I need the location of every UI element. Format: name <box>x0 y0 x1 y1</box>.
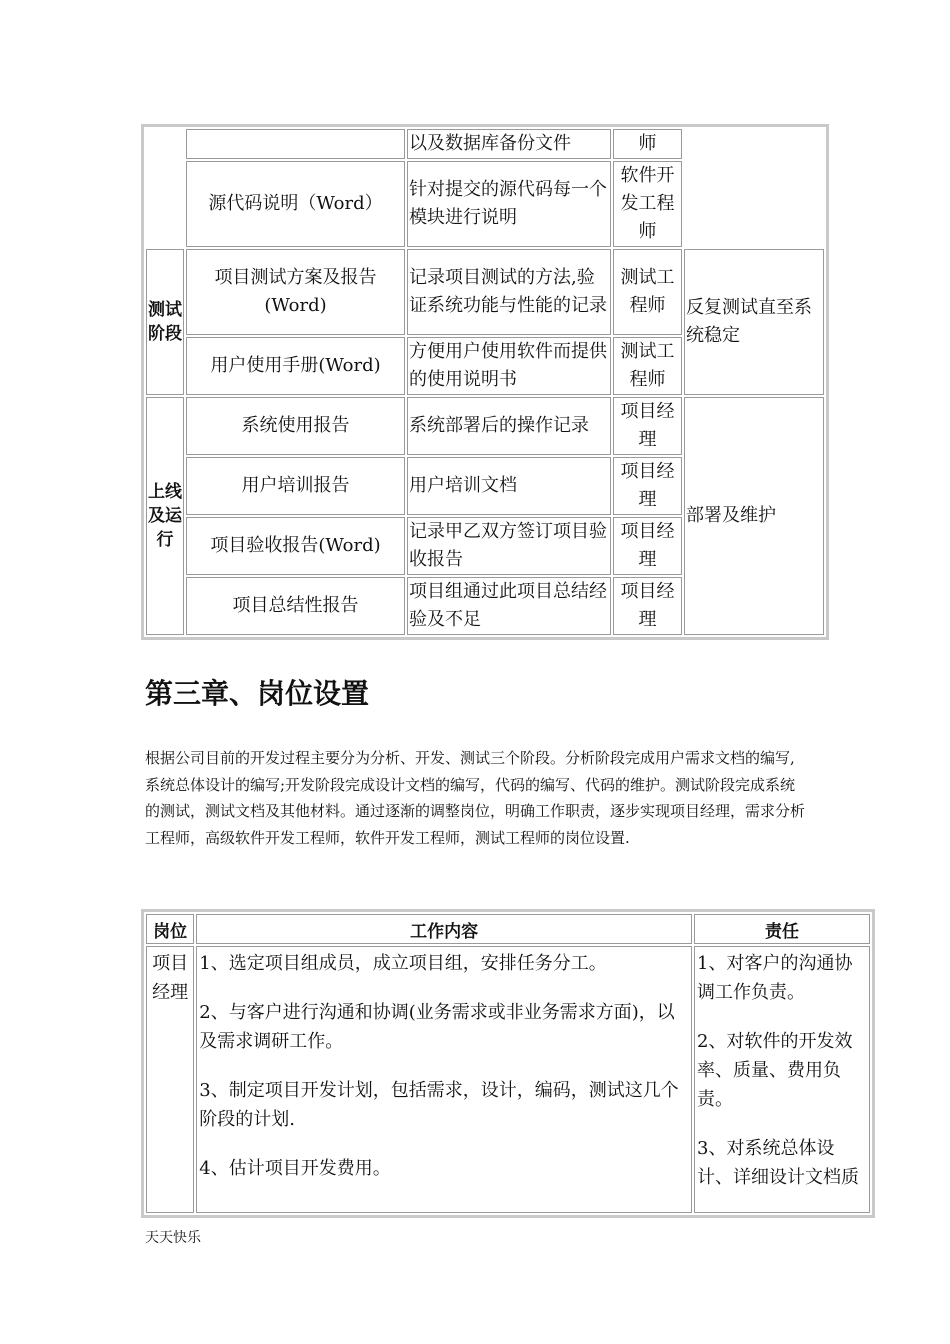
table-row <box>146 946 870 1213</box>
desc-cell: 以及数据库备份文件 <box>407 129 611 159</box>
page-footer: 天天快乐 <box>145 1230 201 1246</box>
duty-cell <box>694 946 870 1213</box>
duty-item: 1、对客户的沟通协调工作负责。 <box>697 953 853 1003</box>
doc-cell: 项目总结性报告 <box>186 577 405 635</box>
doc-cell <box>186 129 405 159</box>
position-cell: 项目经理 <box>146 946 194 1213</box>
stage-cell <box>146 129 184 247</box>
doc-cell: 用户培训报告 <box>186 457 405 515</box>
desc-cell: 用户培训文档 <box>407 457 611 515</box>
table-row <box>146 397 824 455</box>
note-cell <box>684 129 824 247</box>
chapter-paragraph: 根据公司目前的开发过程主要分为分析、开发、测试三个阶段。分析阶段完成用户需求文档的编写,系统总体设计的编写;开发阶段完成设计文档的编写，代码的编写、代码的维护。测试阶段完成系统的测试，测试文档及其他材料。通过逐渐的调整岗位，明确工作职责，逐步实现项目经理，需求分析工程师，高级软件开发工程师，软件开发工程师，测试工程师的岗位设置. <box>145 749 806 847</box>
desc-cell: 项目组通过此项目总结经验及不足 <box>407 577 611 635</box>
work-item: 4、估计项目开发费用。 <box>199 1158 391 1179</box>
work-item: 2、与客户进行沟通和协调(业务需求或非业务需求方面)，以及需求调研工作。 <box>199 1002 675 1052</box>
chapter-title: 第三章、岗位设置 <box>145 677 370 710</box>
desc-cell: 针对提交的源代码每一个模块进行说明 <box>407 161 611 247</box>
desc-cell: 记录甲乙双方签订项目验收报告 <box>407 517 611 575</box>
duty-item: 3、对系统总体设计、详细设计文档质 <box>697 1138 860 1188</box>
deliverables-table <box>141 124 829 640</box>
owner-cell: 项目经理 <box>613 577 682 635</box>
desc-cell: 记录项目测试的方法,验证系统功能与性能的记录 <box>407 249 611 335</box>
owner-cell: 测试工程师 <box>613 337 682 395</box>
note-cell: 部署及维护 <box>684 397 824 635</box>
owner-cell: 师 <box>613 129 682 159</box>
desc-cell: 方便用户使用软件而提供的使用说明书 <box>407 337 611 395</box>
duty-item: 2、对软件的开发效率、质量、费用负责。 <box>697 1031 853 1110</box>
table-row <box>146 129 824 159</box>
owner-cell: 项目经理 <box>613 517 682 575</box>
header-duty: 责任 <box>694 914 870 944</box>
stage-cell-launch: 上线及运行 <box>146 397 184 635</box>
table-row <box>146 249 824 335</box>
doc-cell: 系统使用报告 <box>186 397 405 455</box>
owner-cell: 测试工程师 <box>613 249 682 335</box>
header-work: 工作内容 <box>196 914 692 944</box>
positions-table <box>141 909 875 1218</box>
owner-cell: 软件开发工程师 <box>613 161 682 247</box>
work-cell <box>196 946 692 1213</box>
header-position: 岗位 <box>146 914 194 944</box>
stage-cell-testing: 测试阶段 <box>146 249 184 395</box>
doc-cell: 项目测试方案及报告(Word) <box>186 249 405 335</box>
owner-cell: 项目经理 <box>613 457 682 515</box>
desc-cell: 系统部署后的操作记录 <box>407 397 611 455</box>
owner-cell: 项目经理 <box>613 397 682 455</box>
work-item: 1、选定项目组成员，成立项目组，安排任务分工。 <box>199 953 607 974</box>
work-item: 3、制定项目开发计划，包括需求，设计，编码，测试这几个阶段的计划. <box>199 1080 679 1130</box>
doc-cell: 用户使用手册(Word) <box>186 337 405 395</box>
header-row <box>146 914 870 944</box>
note-cell: 反复测试直至系统稳定 <box>684 249 824 395</box>
doc-cell: 项目验收报告(Word) <box>186 517 405 575</box>
doc-cell: 源代码说明（Word） <box>186 161 405 247</box>
